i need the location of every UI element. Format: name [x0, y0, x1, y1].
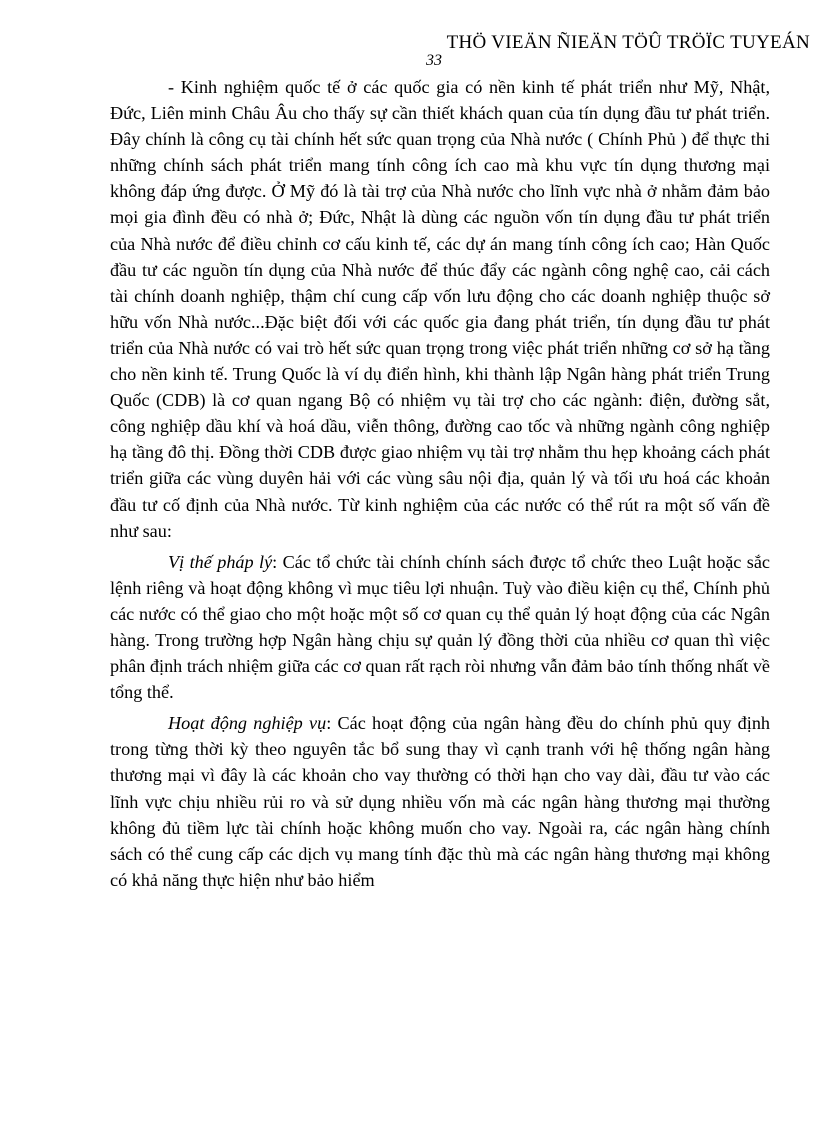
document-body [110, 74, 770, 893]
paragraph-legal-status [110, 549, 770, 706]
paragraph-text: : Các tổ chức tài chính chính sách được tổ chức theo Luật hoặc sắc lệnh riêng và hoạt động không vì mục tiêu lợi nhuận. Tuỳ vào điều kiện cụ thể, Chính phủ các nước có thể giao cho một hoặc một số cơ quan cụ thể quản lý hoạt động của các Ngân hàng. Trong trường hợp Ngân hàng chịu sự quản lý đồng thời của nhiều cơ quan thì việc phân định trách nhiệm giữa các cơ quan rất rạch ròi nhưng vẫn đảm bảo tính thống nhất về tổng thể. [110, 551, 770, 703]
paragraph-text: : Các hoạt động của ngân hàng đều do chính phủ quy định trong từng thời kỳ theo nguyên tắc bổ sung thay vì cạnh tranh với hệ thống ngân hàng thương mại vì đây là các khoản cho vay thường có thời hạn cho vay dài, đầu tư vào các lĩnh vực chịu nhiều rủi ro và sử dụng nhiều vốn mà các ngân hàng thương mại thường không đủ tiềm lực tài chính hoặc không muốn cho vay. Ngoài ra, các ngân hàng chính sách có thể cung cấp các dịch vụ mang tính đặc thù mà các ngân hàng thương mại không có khả năng thực hiện như bảo hiểm [110, 713, 771, 890]
page-number: 33 [426, 52, 442, 69]
library-header-title: THÖ VIEÄN ÑIEÄN TÖÛ TRÖÏC TUYEÁN [446, 32, 810, 53]
paragraph-term: Vị thế pháp lý [168, 551, 273, 572]
paragraph-international-experience [110, 74, 770, 544]
paragraph-term: Hoạt động nghiệp vụ [168, 713, 327, 734]
paragraph-business-operations [110, 710, 770, 893]
paragraph-text: - Kinh nghiệm quốc tế ở các quốc gia có nền kinh tế phát triển như Mỹ, Nhật, Đức, Liên minh Châu Âu cho thấy sự cần thiết khách quan của tín dụng đầu tư phát triển. Đây chính là công cụ tài chính hết sức quan trọng của Nhà nước ( Chính Phủ ) để thực thi những chính sách phát triển mang tính công ích cao mà khu vực tín dụng thương mại không đáp ứng được. Ở Mỹ đó là tài trợ của Nhà nước cho lĩnh vực nhà ở nhằm đảm bảo mọi gia đình đều có nhà ở; Đức, Nhật là dùng các nguồn vốn tín dụng đầu tư phát triển của Nhà nước để điều chỉnh cơ cấu kinh tế, các dự án mang tính công ích cao; Hàn Quốc đầu tư các nguồn tín dụng của Nhà nước để thúc đẩy các ngành công nghệ cao, cải cách tài chính doanh nghiệp, thậm chí cung cấp vốn lưu động cho các doanh nghiệp thuộc sở hữu vốn Nhà nước...Đặc biệt đối với các quốc gia đang phát triển, tín dụng đầu tư phát triển của Nhà nước có vai trò hết sức quan trọng trong việc phát triển những cơ sở hạ tầng cho nền kinh tế. Trung Quốc là ví dụ điển hình, khi thành lập Ngân hàng phát triển Trung Quốc (CDB) là cơ quan ngang Bộ có nhiệm vụ tài trợ cho các ngành: điện, đường sắt, công nghiệp dầu khí và hoá dầu, viễn thông, đường cao tốc và những ngành công nghiệp hạ tầng đô thị. Đồng thời CDB được giao nhiệm vụ tài trợ nhằm thu hẹp khoảng cách phát triển giữa các vùng duyên hải với các vùng sâu nội địa, quản lý và tối ưu hoá các khoản đầu tư cố định của Nhà nước. Từ kinh nghiệm của các nước có thể rút ra một số vấn đề như sau: [110, 77, 770, 541]
